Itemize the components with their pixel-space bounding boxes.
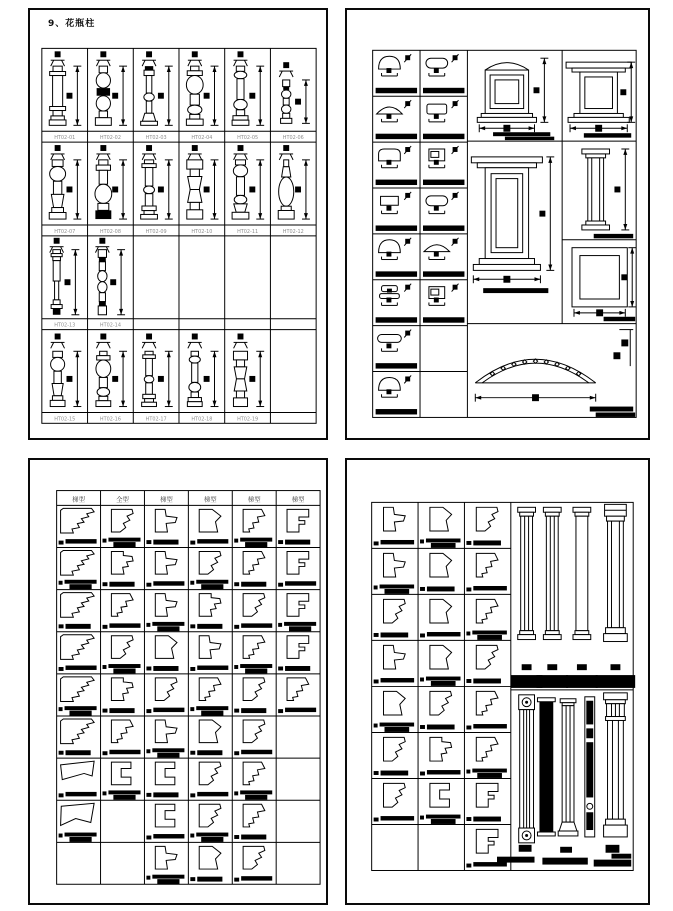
svg-text:HT02-06: HT02-06 xyxy=(282,135,304,142)
svg-text:HT02-03: HT02-03 xyxy=(145,135,167,142)
svg-text:梯型: 梯型 xyxy=(203,495,217,504)
svg-text:HT02-05: HT02-05 xyxy=(237,135,259,142)
sheet-pedestals-mouldings xyxy=(345,8,650,440)
svg-text:HT02-12: HT02-12 xyxy=(282,228,304,235)
svg-text:梯型: 梯型 xyxy=(159,495,173,504)
svg-text:HT02-08: HT02-08 xyxy=(99,228,121,235)
sheet-moulding-profiles xyxy=(28,458,328,905)
svg-text:HT02-16: HT02-16 xyxy=(99,416,121,423)
sheet-balusters xyxy=(28,8,328,440)
svg-text:HT02-10: HT02-10 xyxy=(191,228,213,235)
svg-text:HT02-07: HT02-07 xyxy=(54,228,76,235)
svg-text:HT02-17: HT02-17 xyxy=(145,416,167,423)
svg-text:梯型: 梯型 xyxy=(291,495,305,504)
svg-text:HT02-18: HT02-18 xyxy=(191,416,213,423)
profiles-table-drawing xyxy=(30,460,326,903)
svg-text:HT02-01: HT02-01 xyxy=(54,135,76,142)
svg-text:HT02-09: HT02-09 xyxy=(145,228,167,235)
svg-text:HT02-14: HT02-14 xyxy=(99,322,121,329)
svg-text:HT02-15: HT02-15 xyxy=(54,416,76,423)
svg-text:HT02-19: HT02-19 xyxy=(237,416,259,423)
svg-text:HT02-02: HT02-02 xyxy=(99,135,121,142)
svg-text:HT02-13: HT02-13 xyxy=(54,322,76,329)
sheet-profiles-and-columns xyxy=(345,458,650,905)
sheet-title: 9、花瓶柱 xyxy=(48,19,96,29)
svg-text:梯型: 梯型 xyxy=(72,495,86,504)
columns-drawing xyxy=(347,460,648,903)
svg-text:梯型: 梯型 xyxy=(247,495,261,504)
svg-text:全型: 全型 xyxy=(116,495,129,504)
pedestals-drawing xyxy=(347,10,648,438)
svg-text:HT02-11: HT02-11 xyxy=(237,228,259,235)
svg-text:HT02-04: HT02-04 xyxy=(191,135,213,142)
balusters-drawing xyxy=(30,10,326,438)
